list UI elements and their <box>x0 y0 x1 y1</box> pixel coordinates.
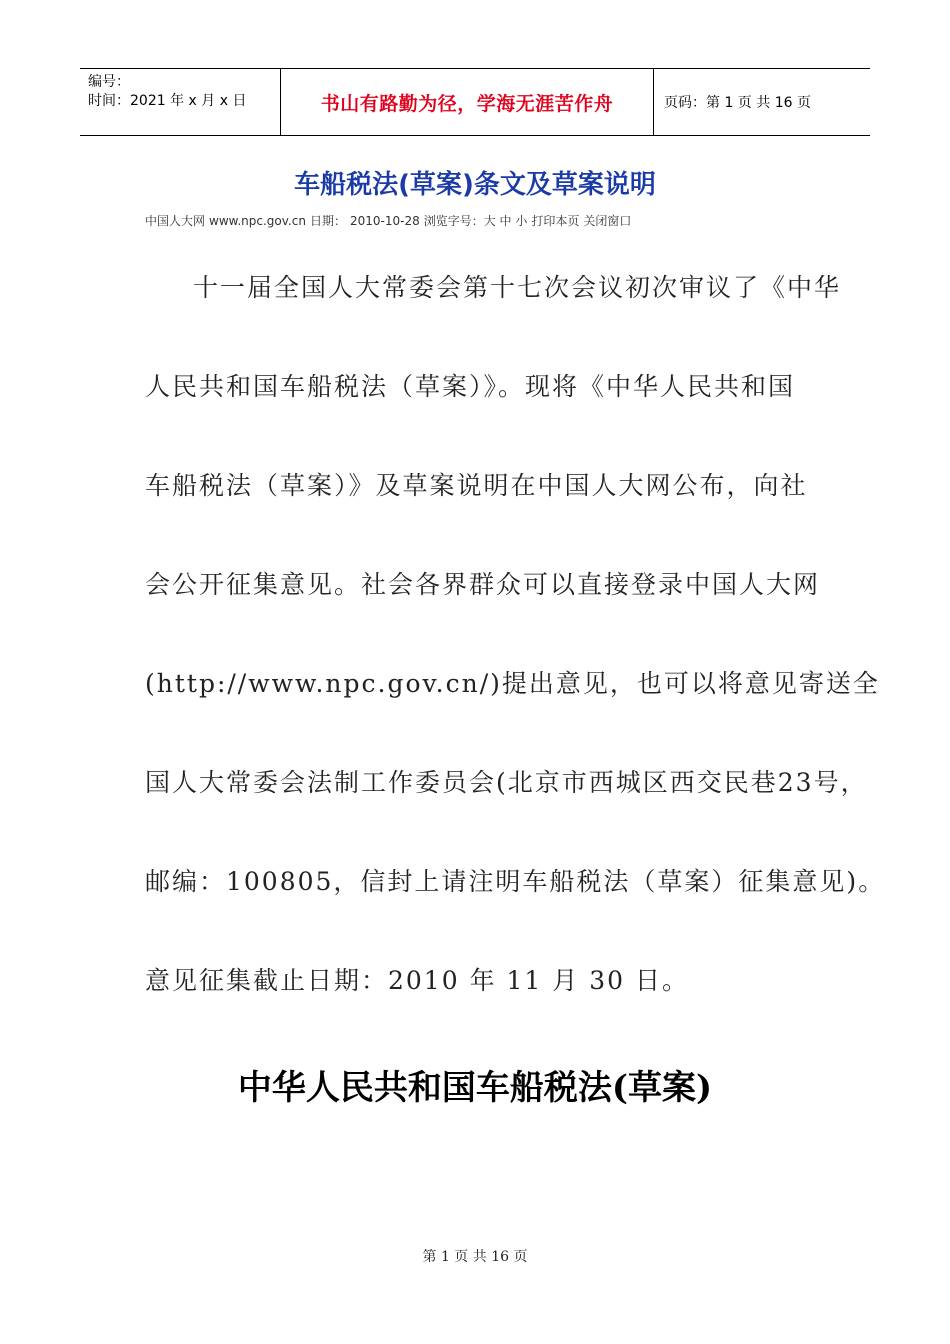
body-line: (http://www.npc.gov.cn/)提出意见，也可以将意见寄送全 <box>145 669 880 698</box>
body-line: 邮编：100805，信封上请注明车船税法（草案）征集意见)。 <box>145 867 886 896</box>
body-line: 国人大常委会法制工作委员会(北京市西城区西交民巷23号， <box>145 768 868 797</box>
number-label: 编号： <box>88 74 130 90</box>
body-line: 意见征集截止日期：2010 年 11 月 30 日。 <box>145 966 689 995</box>
body-line: 十一届全国人大常委会第十七次会议初次审议了《中华 <box>193 273 842 302</box>
law-title: 中华人民共和国车船税法(草案) <box>237 1068 713 1108</box>
meta-source: 中国人大网 <box>145 214 206 228</box>
page-header <box>80 68 870 136</box>
header-info <box>80 69 281 135</box>
time-label: 时间：2021 年 x 月 x 日 <box>88 93 247 109</box>
meta-font-size[interactable]: 浏览字号：大 中 小 <box>423 214 528 228</box>
body-line: 人民共和国车船税法（草案）》。现将《中华人民共和国 <box>145 372 796 401</box>
close-window-link[interactable]: 关闭窗口 <box>583 214 632 228</box>
meta-date: 2010-10-28 <box>349 214 420 228</box>
document-title: 车船税法(草案)条文及草案说明 <box>294 170 656 200</box>
page-footer: 第 1 页 共 16 页 <box>422 1249 528 1265</box>
body-line: 会公开征集意见。社会各界群众可以直接登录中国人大网 <box>145 570 821 599</box>
header-page-info: 页码：第 1 页 共 16 页 <box>664 95 811 111</box>
print-link[interactable]: 打印本页 <box>531 214 580 228</box>
body-line: 车船税法（草案）》及草案说明在中国人大网公布，向社 <box>145 471 808 500</box>
article-meta <box>145 212 635 229</box>
meta-site[interactable]: www.npc.gov.cn <box>209 214 306 228</box>
meta-date-label: 日期： <box>309 214 346 228</box>
header-motto: 书山有路勤为径，学海无涯苦作舟 <box>281 69 654 135</box>
